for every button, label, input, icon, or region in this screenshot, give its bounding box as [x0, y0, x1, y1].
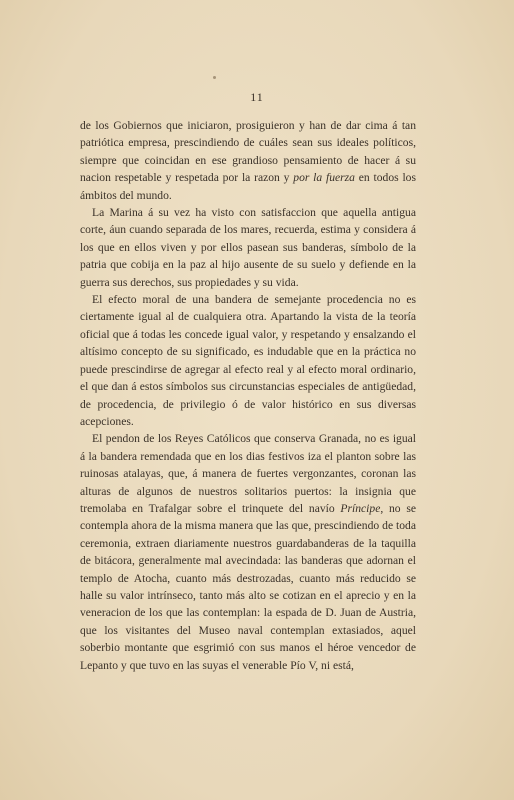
text-run: La Marina á su vez ha visto con satisfaccion que aquella antigua corte, áun cuando separada de los mares, recuerda, estima y considera á los que en ellos viven y por ellos pasean sus banderas, símbolo de la patria que cobija en la paz al hijo ausente de su suelo y defiende en la guerra sus derechos, sus propiedades y su vida.: [80, 206, 416, 289]
text-run-italic: Príncipe: [340, 501, 381, 515]
paragraph-2: [80, 204, 416, 291]
body-text: [80, 117, 416, 674]
text-run-italic: por la fuerza: [293, 171, 355, 185]
ink-speck: [213, 76, 216, 79]
text-run: , no se contempla ahora de la misma manera que las que, prescindiendo de toda ceremonia, extraen diariamente nuestros guardabanderas de la taquilla de bitácora, generalmente mal avecindada: las banderas que adornan el templo de Atocha, cuanto más destrozadas, cuanto más reducido se halle su valor intrínseco, tanto más alto se cotizan en el aprecio y en la veneracion de los que las contemplan: la espada de D. Juan de Austria, que los visitantes del Museo naval contemplan extasiados, aquel soberbio montante que esgrimió con sus manos el héroe vencedor de Lepanto y que tuvo en las suyas el venerable Pío V, ni está,: [80, 501, 416, 672]
text-run: El efecto moral de una bandera de semejante procedencia no es ciertamente igual al de cualquiera otra. Apartando la vista de la teoría oficial que á todas les concede igual valor, y respetando y ensalzando el altísimo concepto de su significado, es indudable que en la práctica no puede prescindirse de agregar al efecto real y al efecto moral ordinario, el que dan á estos símbolos sus circunstancias especiales de antigüedad, de procedencia, de privilegio ó de valor histórico en sus diversas acepciones.: [80, 293, 416, 428]
text-run: en todos los ámbitos del mundo.: [80, 171, 416, 202]
paragraph-1: [80, 117, 416, 204]
text-run: El pendon de los Reyes Católicos que conserva Granada, no es igual á la bandera remendada que en los dias festivos iza el planton sobre las ruinosas atalayas, que, á manera de fuertes vergonzantes, coronan las alturas de algunos de nuestros solitarios puertos: la insignia que tremolaba en Trafalgar sobre el trinquete del navío: [80, 432, 416, 515]
text-run: de los Gobiernos que iniciaron, prosiguieron y han de dar cima á tan patriótica empresa, prescindiendo de cuáles sean sus ideales políticos, siempre que coincidan en ese grandioso pensamiento de hacer á su nacion respetable y respetada por la razon y: [80, 119, 416, 185]
paragraph-4: [80, 430, 416, 674]
page-number: 11: [250, 90, 264, 104]
paragraph-3: [80, 291, 416, 430]
